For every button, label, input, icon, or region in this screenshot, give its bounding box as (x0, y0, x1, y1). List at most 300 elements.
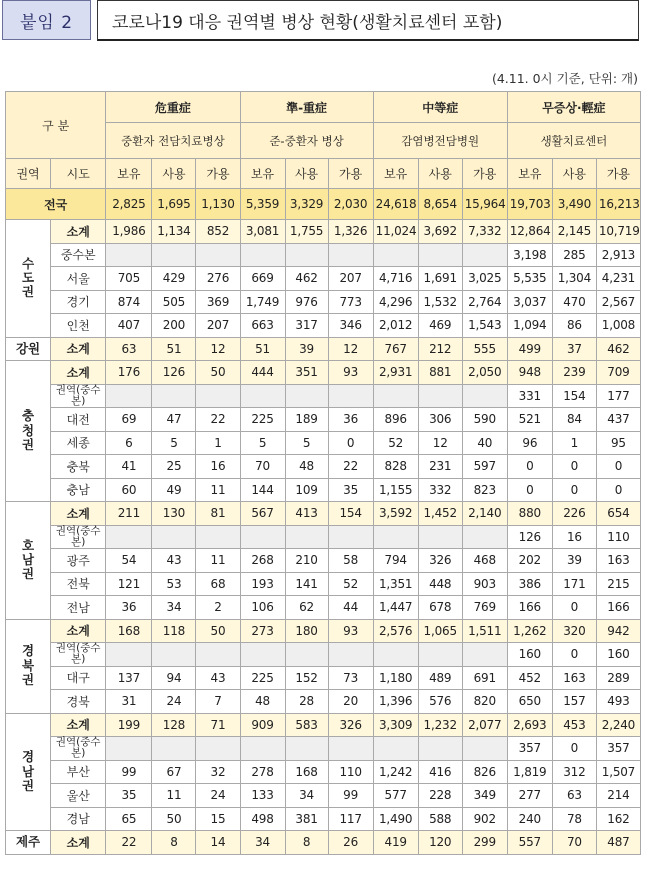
value-cell: 1,755 (285, 220, 328, 244)
value-cell: 555 (462, 337, 507, 361)
value-cell: 880 (507, 502, 552, 526)
value-cell: 0 (596, 455, 640, 479)
region-label: 경남권 (21, 749, 35, 793)
value-cell: 2,240 (596, 713, 640, 737)
value-cell: 16 (552, 525, 596, 549)
value-cell: 588 (418, 807, 462, 831)
value-cell: 1,507 (596, 760, 640, 784)
value-cell: 22 (328, 455, 373, 479)
value-cell: 357 (596, 737, 640, 761)
city-label: 광주 (51, 549, 106, 573)
value-cell (373, 384, 418, 408)
value-cell: 24 (152, 690, 196, 714)
value-cell: 416 (418, 760, 462, 784)
value-cell: 5 (285, 431, 328, 455)
subcategory-semi-critical: 준-중환자 병상 (240, 123, 373, 159)
value-cell: 470 (552, 290, 596, 314)
category-critical: 危重症 (106, 92, 240, 123)
value-cell: 11 (196, 478, 240, 502)
value-cell: 468 (462, 549, 507, 573)
appendix-badge: 붙임 2 (2, 0, 91, 40)
value-cell: 285 (552, 243, 596, 267)
metric-header: 가용 (328, 159, 373, 189)
region-cell (6, 337, 51, 361)
value-cell: 40 (462, 431, 507, 455)
value-cell: 7 (196, 690, 240, 714)
national-row-label: 전국 (6, 189, 106, 220)
subtotal-row (6, 220, 641, 244)
value-cell: 15 (196, 807, 240, 831)
value-cell: 69 (106, 408, 152, 432)
value-cell: 826 (462, 760, 507, 784)
value-cell: 577 (373, 784, 418, 808)
value-cell: 1,543 (462, 314, 507, 338)
value-cell: 2,050 (462, 361, 507, 385)
region-label: 호남권 (21, 537, 35, 582)
table-row (6, 596, 641, 620)
table-row (6, 737, 641, 761)
value-cell: 163 (552, 666, 596, 690)
value-cell (328, 384, 373, 408)
value-cell: 32 (196, 760, 240, 784)
value-cell: 231 (418, 455, 462, 479)
table-row (6, 243, 641, 267)
value-cell: 874 (106, 290, 152, 314)
value-cell: 909 (240, 713, 285, 737)
city-label: 소계 (51, 619, 106, 643)
value-cell: 346 (328, 314, 373, 338)
value-cell: 60 (106, 478, 152, 502)
value-cell: 306 (418, 408, 462, 432)
city-label: 소계 (51, 361, 106, 385)
value-cell: 2,030 (328, 189, 373, 220)
value-cell: 43 (196, 666, 240, 690)
value-cell: 193 (240, 572, 285, 596)
value-cell: 0 (552, 737, 596, 761)
value-cell (240, 243, 285, 267)
table-row (6, 784, 641, 808)
value-cell: 93 (328, 619, 373, 643)
value-cell (285, 643, 328, 667)
city-label: 권역(중수본) (51, 737, 106, 761)
city-label: 전남 (51, 596, 106, 620)
table-row (6, 643, 641, 667)
value-cell: 177 (596, 384, 640, 408)
value-cell: 357 (507, 737, 552, 761)
metric-header: 보유 (507, 159, 552, 189)
value-cell: 106 (240, 596, 285, 620)
value-cell: 678 (418, 596, 462, 620)
value-cell: 239 (552, 361, 596, 385)
value-cell: 168 (285, 760, 328, 784)
city-label: 권역(중수본) (51, 643, 106, 667)
value-cell: 2,140 (462, 502, 507, 526)
metric-header: 가용 (596, 159, 640, 189)
value-cell: 1,304 (552, 267, 596, 291)
value-cell: 15,964 (462, 189, 507, 220)
value-cell: 51 (240, 337, 285, 361)
value-cell: 576 (418, 690, 462, 714)
city-label: 대전 (51, 408, 106, 432)
value-cell: 1,180 (373, 666, 418, 690)
value-cell: 81 (196, 502, 240, 526)
city-label: 경기 (51, 290, 106, 314)
value-cell: 63 (552, 784, 596, 808)
value-cell: 896 (373, 408, 418, 432)
city-label: 울산 (51, 784, 106, 808)
subtotal-row (6, 713, 641, 737)
value-cell: 20 (328, 690, 373, 714)
value-cell: 35 (328, 478, 373, 502)
value-cell: 386 (507, 572, 552, 596)
value-cell: 12 (418, 431, 462, 455)
city-label: 인천 (51, 314, 106, 338)
value-cell: 168 (106, 619, 152, 643)
table-row (6, 525, 641, 549)
value-cell (373, 737, 418, 761)
value-cell: 68 (196, 572, 240, 596)
region-label: 수도권 (21, 255, 35, 300)
value-cell: 557 (507, 831, 552, 855)
city-label: 경남 (51, 807, 106, 831)
value-cell: 212 (418, 337, 462, 361)
value-cell: 78 (552, 807, 596, 831)
value-cell: 160 (507, 643, 552, 667)
table-row (6, 431, 641, 455)
value-cell (462, 643, 507, 667)
value-cell: 24 (196, 784, 240, 808)
value-cell: 141 (285, 572, 328, 596)
value-cell: 137 (106, 666, 152, 690)
value-cell: 37 (552, 337, 596, 361)
value-cell: 144 (240, 478, 285, 502)
value-cell: 312 (552, 760, 596, 784)
value-cell: 71 (196, 713, 240, 737)
subtotal-row (6, 831, 641, 855)
value-cell: 43 (152, 549, 196, 573)
city-label: 충북 (51, 455, 106, 479)
value-cell: 597 (462, 455, 507, 479)
value-cell (106, 243, 152, 267)
value-cell: 4,296 (373, 290, 418, 314)
value-cell: 58 (328, 549, 373, 573)
value-cell: 2,576 (373, 619, 418, 643)
value-cell: 1,262 (507, 619, 552, 643)
value-cell: 2,693 (507, 713, 552, 737)
value-cell: 1,691 (418, 267, 462, 291)
value-cell: 200 (152, 314, 196, 338)
value-cell: 413 (285, 502, 328, 526)
city-label: 대구 (51, 666, 106, 690)
value-cell (328, 525, 373, 549)
metric-header: 가용 (196, 159, 240, 189)
value-cell: 86 (552, 314, 596, 338)
subtotal-row (6, 361, 641, 385)
value-cell (462, 384, 507, 408)
value-cell: 976 (285, 290, 328, 314)
value-cell (240, 643, 285, 667)
value-cell: 705 (106, 267, 152, 291)
value-cell: 2,012 (373, 314, 418, 338)
value-cell: 4,231 (596, 267, 640, 291)
value-cell: 769 (462, 596, 507, 620)
subtotal-row (6, 502, 641, 526)
value-cell: 95 (596, 431, 640, 455)
value-cell: 3,329 (285, 189, 328, 220)
value-cell: 823 (462, 478, 507, 502)
value-cell: 12 (196, 337, 240, 361)
value-cell: 53 (152, 572, 196, 596)
value-cell: 210 (285, 549, 328, 573)
value-cell: 110 (596, 525, 640, 549)
value-cell: 590 (462, 408, 507, 432)
table-row (6, 572, 641, 596)
value-cell (418, 525, 462, 549)
metric-header: 가용 (462, 159, 507, 189)
value-cell: 157 (552, 690, 596, 714)
region-cell (6, 502, 51, 620)
value-cell: 881 (418, 361, 462, 385)
value-cell (462, 525, 507, 549)
value-cell: 26 (328, 831, 373, 855)
value-cell (240, 384, 285, 408)
value-cell: 73 (328, 666, 373, 690)
value-cell: 34 (240, 831, 285, 855)
reference-note: (4.11. 0시 기준, 단위: 개) (491, 71, 638, 86)
value-cell: 50 (196, 619, 240, 643)
value-cell: 12,864 (507, 220, 552, 244)
value-cell: 0 (328, 431, 373, 455)
value-cell: 70 (240, 455, 285, 479)
city-label: 소계 (51, 220, 106, 244)
value-cell: 0 (552, 596, 596, 620)
value-cell: 828 (373, 455, 418, 479)
value-cell: 453 (552, 713, 596, 737)
value-cell: 326 (328, 713, 373, 737)
value-cell: 332 (418, 478, 462, 502)
value-cell: 794 (373, 549, 418, 573)
table-row (6, 267, 641, 291)
value-cell: 2,145 (552, 220, 596, 244)
subtotal-row (6, 619, 641, 643)
value-cell (196, 525, 240, 549)
value-cell: 8,654 (418, 189, 462, 220)
value-cell: 3,692 (418, 220, 462, 244)
region-cell (6, 713, 51, 831)
table-row (6, 478, 641, 502)
value-cell: 39 (552, 549, 596, 573)
value-cell: 16 (196, 455, 240, 479)
metric-header: 사용 (152, 159, 196, 189)
value-cell: 226 (552, 502, 596, 526)
value-cell: 50 (152, 807, 196, 831)
value-cell: 268 (240, 549, 285, 573)
value-cell: 225 (240, 408, 285, 432)
value-cell: 767 (373, 337, 418, 361)
value-cell: 2 (196, 596, 240, 620)
value-cell: 154 (552, 384, 596, 408)
document-title: 코로나19 대응 권역별 병상 현황(생활치료센터 포함) (97, 0, 639, 41)
value-cell: 35 (106, 784, 152, 808)
region-cell (6, 220, 51, 338)
region-label: 강원 (15, 340, 41, 356)
value-cell: 709 (596, 361, 640, 385)
value-cell (106, 737, 152, 761)
value-cell (196, 643, 240, 667)
value-cell (285, 384, 328, 408)
value-cell: 1,008 (596, 314, 640, 338)
value-cell: 289 (596, 666, 640, 690)
table-row (6, 290, 641, 314)
value-cell: 1,819 (507, 760, 552, 784)
value-cell (462, 243, 507, 267)
value-cell: 2,931 (373, 361, 418, 385)
value-cell: 452 (507, 666, 552, 690)
value-cell (152, 643, 196, 667)
value-cell: 5 (240, 431, 285, 455)
value-cell: 1 (552, 431, 596, 455)
value-cell: 130 (152, 502, 196, 526)
value-cell: 273 (240, 619, 285, 643)
value-cell: 109 (285, 478, 328, 502)
region-label: 제주 (15, 834, 41, 850)
value-cell (418, 384, 462, 408)
city-label: 소계 (51, 831, 106, 855)
region-cell (6, 831, 51, 855)
value-cell: 277 (507, 784, 552, 808)
value-cell: 28 (285, 690, 328, 714)
region-label: 경북권 (21, 643, 35, 688)
value-cell: 505 (152, 290, 196, 314)
value-cell: 25 (152, 455, 196, 479)
value-cell: 6 (106, 431, 152, 455)
metric-header: 보유 (373, 159, 418, 189)
value-cell: 3,309 (373, 713, 418, 737)
value-cell (240, 525, 285, 549)
value-cell: 462 (285, 267, 328, 291)
value-cell: 22 (196, 408, 240, 432)
bed-status-table (5, 91, 641, 855)
table-row (6, 549, 641, 573)
value-cell: 4,716 (373, 267, 418, 291)
value-cell: 24,618 (373, 189, 418, 220)
city-label: 충남 (51, 478, 106, 502)
value-cell: 225 (240, 666, 285, 690)
value-cell: 2,825 (106, 189, 152, 220)
value-cell: 51 (152, 337, 196, 361)
value-cell: 54 (106, 549, 152, 573)
value-cell (196, 384, 240, 408)
value-cell: 228 (418, 784, 462, 808)
value-cell: 381 (285, 807, 328, 831)
value-cell (285, 243, 328, 267)
value-cell: 317 (285, 314, 328, 338)
value-cell: 99 (106, 760, 152, 784)
value-cell: 63 (106, 337, 152, 361)
table-row (6, 455, 641, 479)
value-cell: 419 (373, 831, 418, 855)
value-cell: 0 (552, 478, 596, 502)
table-row (6, 314, 641, 338)
value-cell: 820 (462, 690, 507, 714)
value-cell: 1,396 (373, 690, 418, 714)
value-cell: 171 (552, 572, 596, 596)
region-label: 충청권 (21, 408, 35, 453)
value-cell: 0 (552, 455, 596, 479)
metric-header: 사용 (285, 159, 328, 189)
metric-header: 사용 (418, 159, 462, 189)
value-cell: 521 (507, 408, 552, 432)
table-row (6, 408, 641, 432)
value-cell: 110 (328, 760, 373, 784)
value-cell: 49 (152, 478, 196, 502)
value-cell: 654 (596, 502, 640, 526)
city-label: 중수본 (51, 243, 106, 267)
value-cell: 11,024 (373, 220, 418, 244)
value-cell: 487 (596, 831, 640, 855)
value-cell: 176 (106, 361, 152, 385)
value-cell: 3,081 (240, 220, 285, 244)
value-cell: 448 (418, 572, 462, 596)
value-cell: 93 (328, 361, 373, 385)
value-cell: 3,198 (507, 243, 552, 267)
column-header-city: 시도 (51, 159, 106, 189)
value-cell: 3,490 (552, 189, 596, 220)
value-cell (418, 243, 462, 267)
value-cell: 5,359 (240, 189, 285, 220)
value-cell: 902 (462, 807, 507, 831)
category-mild: 무증상·輕症 (507, 92, 640, 123)
value-cell: 942 (596, 619, 640, 643)
value-cell: 118 (152, 619, 196, 643)
value-cell (328, 243, 373, 267)
value-cell: 65 (106, 807, 152, 831)
value-cell: 207 (196, 314, 240, 338)
column-header-region: 권역 (6, 159, 51, 189)
value-cell: 1,242 (373, 760, 418, 784)
value-cell: 62 (285, 596, 328, 620)
value-cell: 44 (328, 596, 373, 620)
city-label: 권역(중수본) (51, 384, 106, 408)
value-cell: 7,332 (462, 220, 507, 244)
value-cell: 34 (285, 784, 328, 808)
table-row (6, 760, 641, 784)
value-cell: 133 (240, 784, 285, 808)
value-cell: 1,452 (418, 502, 462, 526)
value-cell: 163 (596, 549, 640, 573)
value-cell: 2,764 (462, 290, 507, 314)
value-cell: 1 (196, 431, 240, 455)
value-cell (152, 384, 196, 408)
city-label: 소계 (51, 337, 106, 361)
value-cell: 214 (596, 784, 640, 808)
value-cell: 437 (596, 408, 640, 432)
value-cell: 650 (507, 690, 552, 714)
value-cell: 240 (507, 807, 552, 831)
value-cell (106, 525, 152, 549)
table-row (6, 666, 641, 690)
value-cell: 166 (596, 596, 640, 620)
value-cell: 207 (328, 267, 373, 291)
subtotal-row (6, 337, 641, 361)
value-cell: 128 (152, 713, 196, 737)
value-cell: 94 (152, 666, 196, 690)
value-cell: 1,065 (418, 619, 462, 643)
value-cell: 320 (552, 619, 596, 643)
value-cell: 462 (596, 337, 640, 361)
value-cell: 1,155 (373, 478, 418, 502)
subcategory-moderate: 감염병전담병원 (373, 123, 507, 159)
